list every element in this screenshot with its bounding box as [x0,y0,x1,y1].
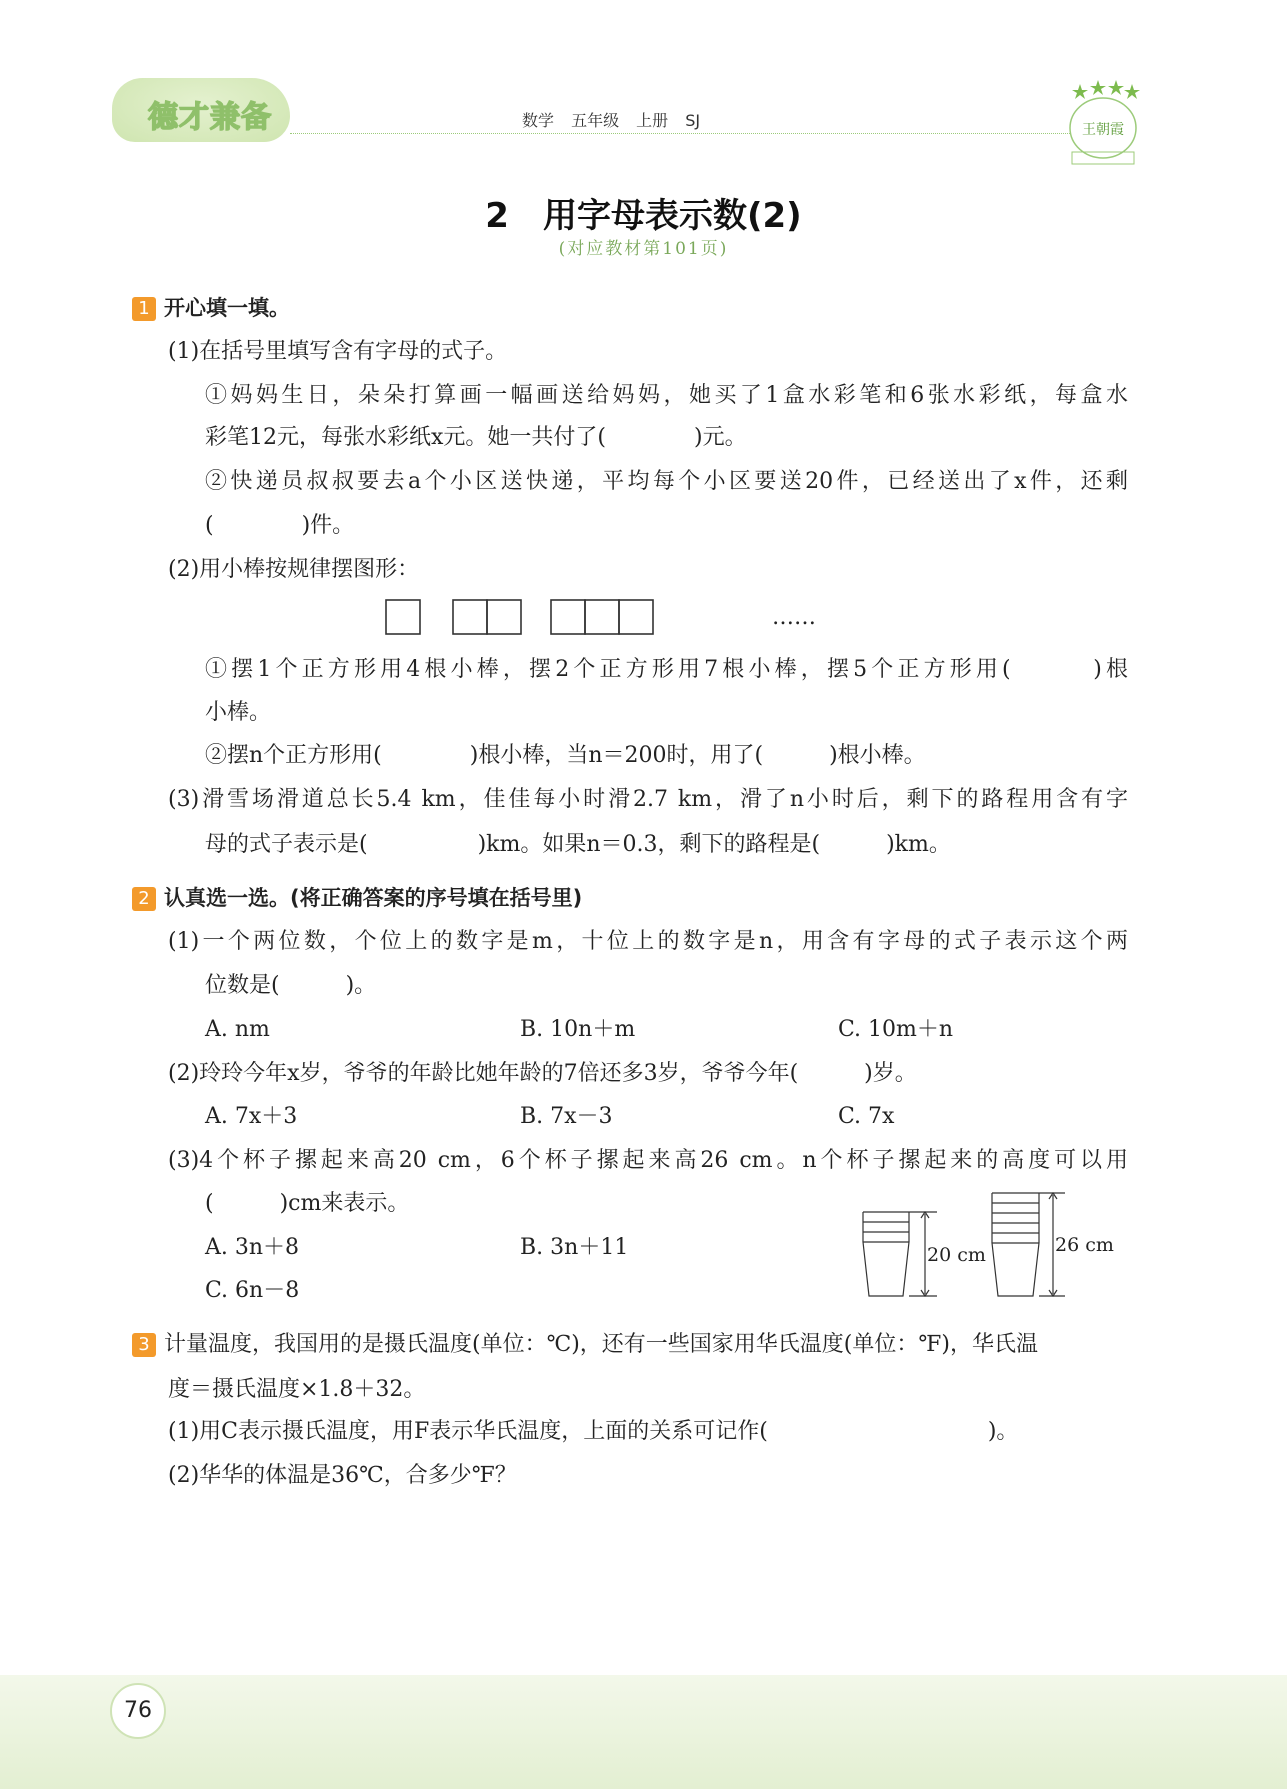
matchstick-squares-figure [380,594,680,642]
book-info: 数学 五年级 上册 SJ [522,111,701,130]
option-a: A. nm [205,1017,270,1042]
question-line: (1)用C表示摄氏温度，用F表示华氏温度，上面的关系可记作( )。 [168,1419,1019,1444]
option-b: B. 10n＋m [520,1017,636,1042]
large-height-label: 26 cm [1055,1234,1114,1256]
section-2-heading: 2 认真选一选。(将正确答案的序号填在括号里) [132,883,582,913]
option-b: B. 7x－3 [520,1104,613,1129]
question-line: ①摆1个正方形用4根小棒，摆2个正方形用7根小棒，摆5个正方形用( )根 [205,657,1128,682]
option-c: C. 6n－8 [205,1278,300,1303]
section-3-heading: 3 计量温度，我国用的是摄氏温度(单位：℃)，还有一些国家用华氏温度(单位：℉)，华氏温 [132,1330,1128,1360]
square [619,600,653,634]
question-line: ②摆n个正方形用( )根小棒，当n＝200时，用了( )根小棒。 [205,743,926,768]
question-line: 度＝摄氏温度×1.8＋32。 [168,1377,426,1402]
option-b: B. 3n＋11 [520,1235,629,1260]
question-line: (2)华华的体温是36℃，合多少℉？ [168,1463,517,1488]
question-line: 小棒。 [205,700,272,725]
section-number-badge: 1 [132,297,156,321]
option-c: C. 7x [838,1104,895,1129]
question-line: ( )cm来表示。 [205,1191,410,1216]
question-line: ( )件。 [205,513,355,538]
question-line: ②快递员叔叔要去a个小区送快递，平均每个小区要送20件，已经送出了x件，还剩 [205,469,1128,494]
square [585,600,619,634]
question-line: (3)4个杯子摞起来高20 cm，6个杯子摞起来高26 cm。n个杯子摞起来的高度可以用 [168,1148,1128,1173]
question-line: (1)在括号里填写含有字母的式子。 [168,339,508,364]
question-line: 母的式子表示是( )km。如果n＝0.3，剩下的路程是( )km。 [205,832,951,857]
page-number: 76 [110,1683,166,1739]
option-c: C. 10m＋n [838,1017,954,1042]
small-cup-stack [863,1212,909,1296]
page-title: 2 用字母表示数(2) [485,196,802,236]
large-cup-stack [992,1193,1039,1296]
svg-text:王朝霞: 王朝霞 [1082,122,1124,138]
footer-band [0,1675,1287,1789]
pattern-ellipsis: …… [772,605,816,630]
square [487,600,521,634]
question-line: 位数是( )。 [205,973,377,998]
header-divider [290,133,1070,134]
section-1-heading: 1 开心填一填。 [132,293,290,323]
option-a: A. 7x＋3 [205,1104,298,1129]
stacked-cups-figure [855,1188,1114,1300]
square [386,600,420,634]
author-stamp [1066,80,1140,166]
question-line: (1)一个两位数，个位上的数字是m，十位上的数字是n，用含有字母的式子表示这个两 [168,929,1128,954]
square [551,600,585,634]
question-line: (2)用小棒按规律摆图形： [168,557,420,582]
option-a: A. 3n＋8 [205,1235,300,1260]
textbook-reference: (对应教材第101页) [558,239,729,259]
question-line: ①妈妈生日，朵朵打算画一幅画送给妈妈，她买了1盒水彩笔和6张水彩纸，每盒水 [205,383,1128,408]
section-number-badge: 2 [132,887,156,911]
question-line: (2)玲玲今年x岁，爷爷的年龄比她年龄的7倍还多3岁，爷爷今年( )岁。 [168,1061,917,1086]
question-line: (3)滑雪场滑道总长5.4 km，佳佳每小时滑2.7 km，滑了n小时后，剩下的路程用含有字 [168,787,1128,812]
section-number-badge: 3 [132,1333,156,1357]
question-line: 彩笔12元，每张水彩纸x元。她一共付了( )元。 [205,425,747,450]
brand-logo: 德才兼备 [112,78,290,142]
square [453,600,487,634]
small-height-label: 20 cm [927,1244,986,1266]
